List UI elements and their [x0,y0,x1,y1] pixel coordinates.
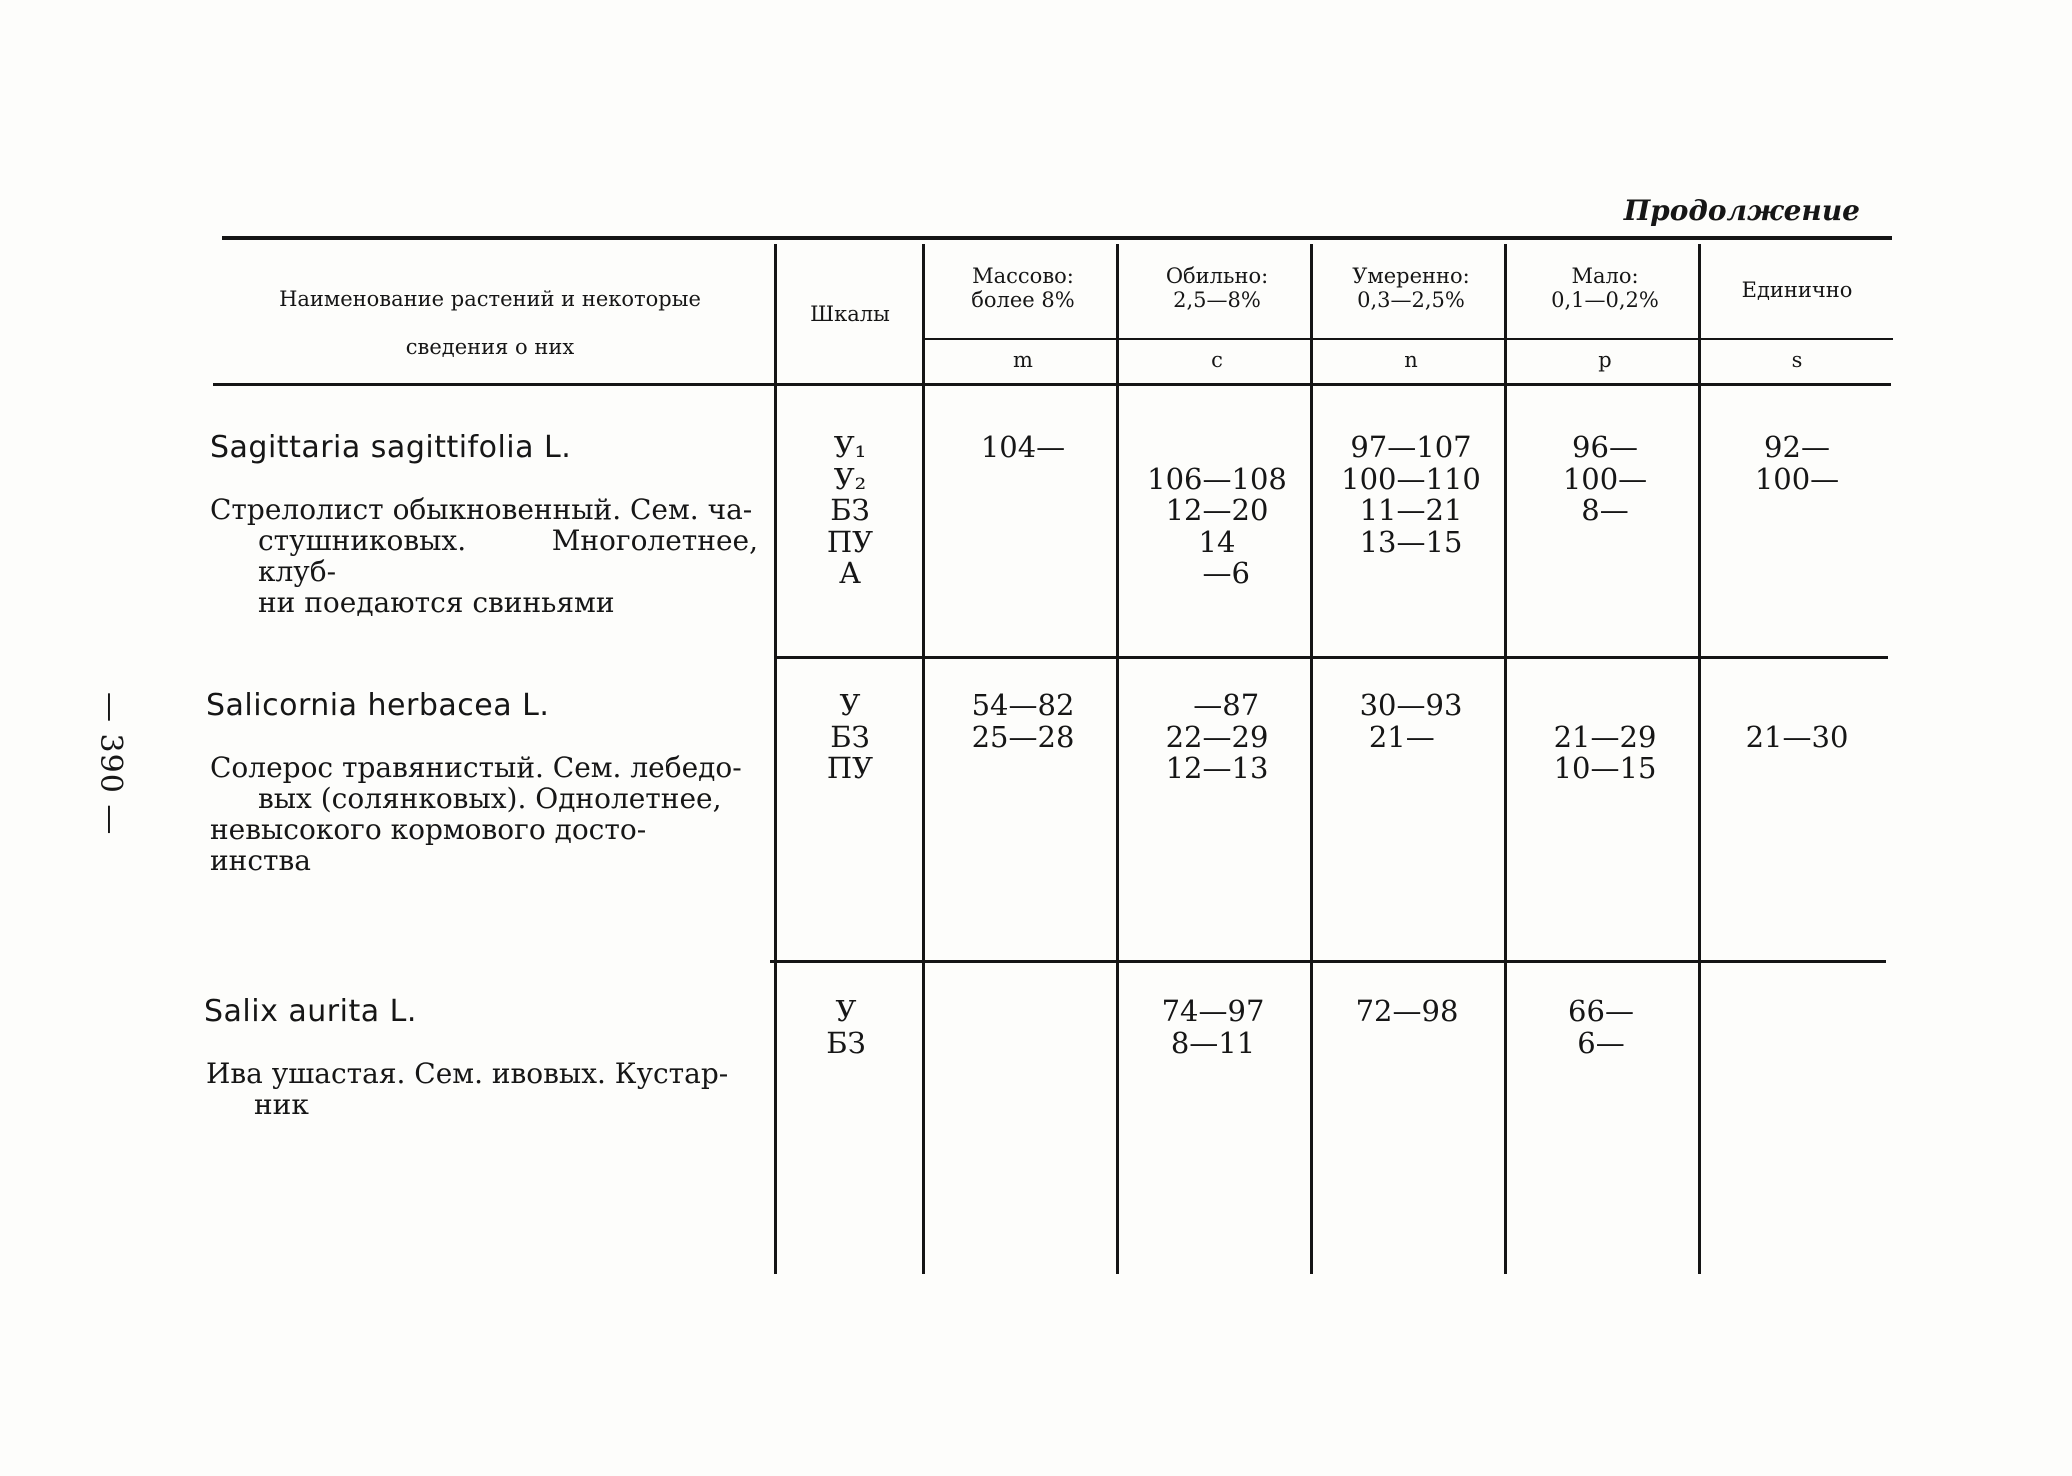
value-cell-m: 104— [980,430,1066,464]
value-cell-n: 72—98 [1355,994,1459,1028]
value-cell-c: 106—108 12—20 14 —6 [1147,461,1287,590]
col-rule-5 [1504,244,1507,1274]
header-scales-col: Шкалы [810,302,890,326]
row-divider-2 [770,960,1886,963]
header-col-edinichno: Единично [1741,278,1853,302]
scales-cell: У БЗ ПУ [826,688,874,785]
plant-description: Стрелолист обыкновенный. Сем. ча- стушниковых. Многолетнее, клуб- ни поедаются свиньями [210,493,758,619]
plant-description: Солерос травянистый. Сем. лебедо- вых (солянковых). Однолетнее, невысокого кормового досто- инства [210,751,742,877]
header-code-c: c [1211,348,1223,372]
row-divider-1 [774,656,1888,659]
scales-cell: У БЗ [826,994,866,1060]
table-top-rule [222,236,1892,240]
header-name-col: Наименование растений и некоторые сведения о них [279,287,701,359]
value-cell-c: 74—97 8—11 [1161,994,1265,1060]
header-bottom-rule [213,383,1891,386]
value-cell-p: 66— 6— [1568,994,1634,1060]
plant-latin-name: Salix aurita L. [204,994,417,1029]
value-cell-m: 54—82 25—28 [971,688,1075,754]
header-code-n: n [1404,348,1418,372]
header-sub-rule [925,338,1893,340]
header-code-s: s [1791,348,1803,372]
value-cell-n: 30—93 21— [1359,688,1463,754]
plant-latin-name: Salicornia herbacea L. [206,688,550,723]
scales-cell: У₁ У₂ БЗ ПУ А [826,430,874,590]
col-rule-1 [774,244,777,1274]
header-col-umerenno: Умеренно: 0,3—2,5% [1352,264,1470,312]
plant-latin-name: Sagittaria sagittifolia L. [210,430,572,465]
plant-description: Ива ушастая. Сем. ивовых. Кустар- ник [206,1057,729,1121]
header-code-p: p [1598,348,1612,372]
header-col-malo: Мало: 0,1—0,2% [1551,264,1659,312]
value-cell-n: 97—107 100—110 11—21 13—15 [1341,430,1481,559]
header-col-obilno: Обильно: 2,5—8% [1165,264,1269,312]
value-cell-c: —87 22—29 12—13 [1165,688,1269,785]
value-cell-p: 96— 100— 8— [1562,430,1648,527]
page-number: — 390 — [93,692,128,836]
value-cell-s: 21—30 [1745,719,1849,754]
continuation-label: Продолжение [1623,194,1860,227]
header-col-massovo: Массово: более 8% [971,264,1075,312]
value-cell-s: 92— 100— [1754,430,1840,496]
col-rule-2 [922,244,925,1274]
header-code-m: m [1013,348,1033,372]
value-cell-p: 21—29 10—15 [1553,719,1657,785]
col-rule-3 [1116,244,1119,1274]
